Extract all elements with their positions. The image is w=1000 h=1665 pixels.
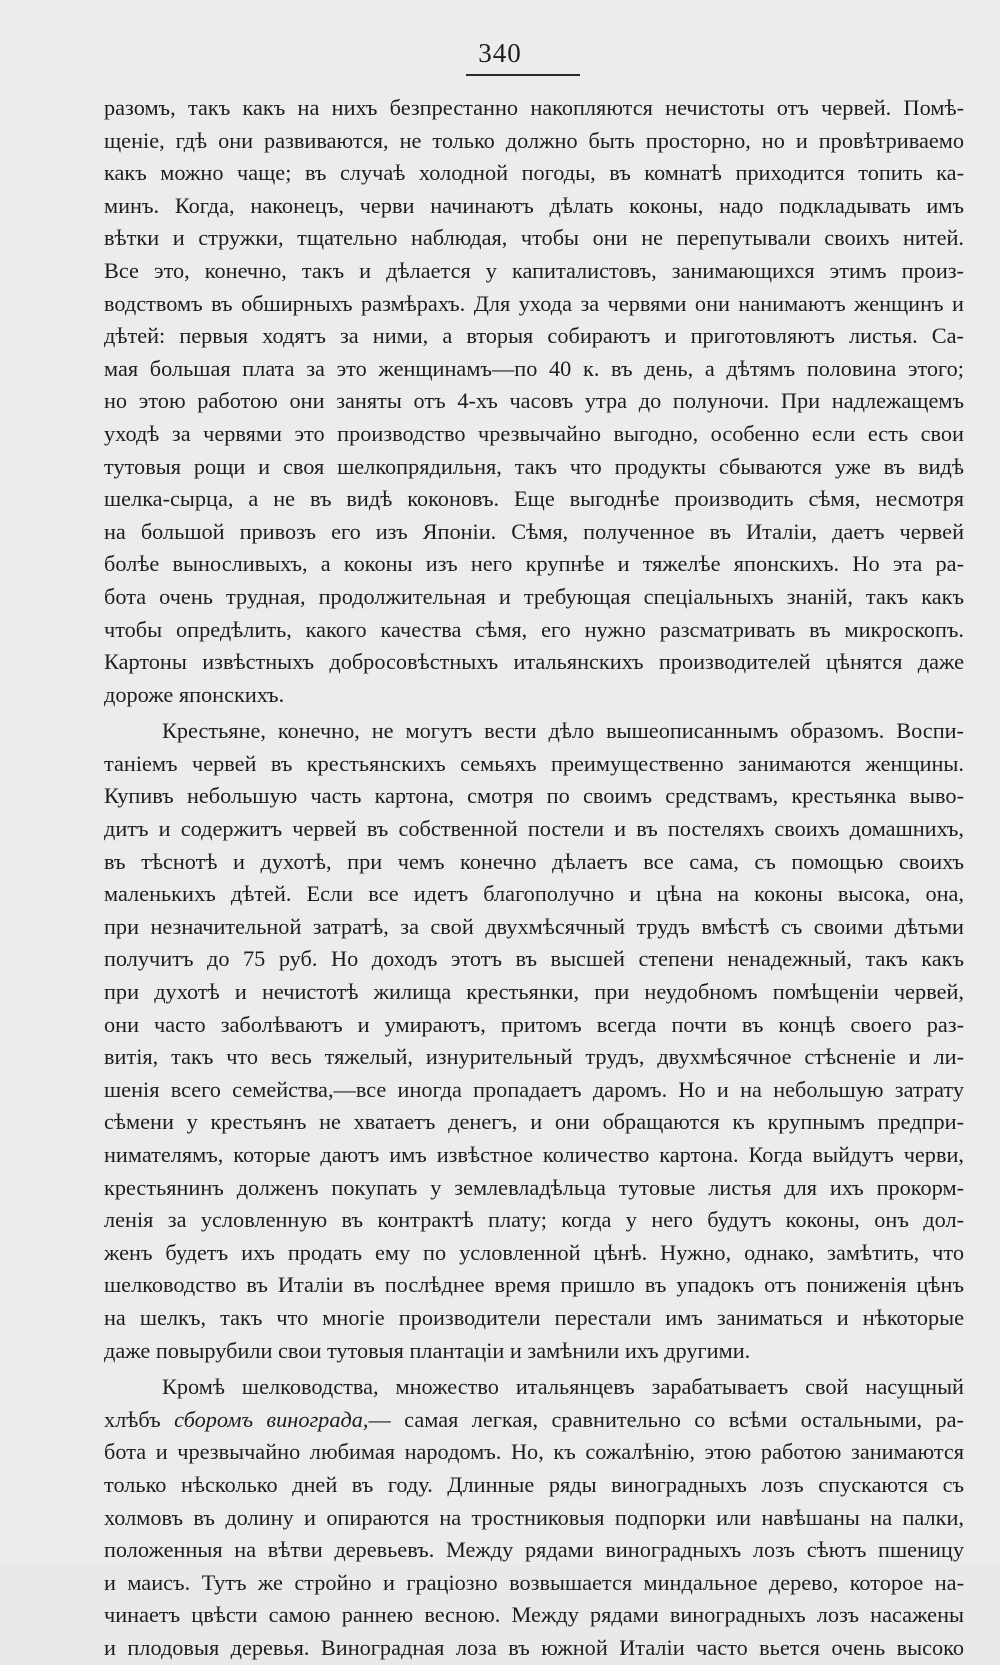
text-line: но этою работою они заняты отъ 4-хъ часовъ утра до полуночи. При надлежащемъ [104, 388, 964, 414]
text-line: ленія за условленную въ контрактѣ плату; когда у него будутъ коконы, онъ дол- [104, 1207, 964, 1233]
text-line: чинаетъ цвѣсти самою раннею весною. Между рядами виноградныхъ лозъ насажены [104, 1602, 964, 1628]
page-number: 340 [478, 38, 522, 68]
text-line: при духотѣ и нечистотѣ жилища крестьянки, при неудобномъ помѣщеніи червей, [104, 979, 964, 1005]
text-line: крестьянинъ долженъ покупать у землевладѣльца тутовые листья для ихъ прокорм- [104, 1174, 964, 1200]
text-line: вѣтки и стружки, тщательно наблюдая, чтобы они не перепутывали своихъ нитей. [104, 225, 964, 251]
text-line: они часто заболѣваютъ и умираютъ, притомъ всегда почти въ концѣ своего раз- [104, 1011, 964, 1037]
text-line: водствомъ въ обширныхъ размѣрахъ. Для ухода за червями они нанимаютъ женщинъ и [104, 290, 964, 316]
text-line: хлѣбъ сборомъ винограда,— самая легкая, сравнительно со всѣми остальными, ра- [104, 1406, 964, 1432]
text-line: нимателямъ, которые даютъ имъ извѣстное количество картона. Когда выйдутъ черви, [104, 1142, 964, 1167]
text-line: холмовъ въ долину и опираются на тростниковыя подпорки или навѣшаны на палки, [104, 1504, 964, 1530]
text-line: витія, такъ что весь тяжелый, изнурительный трудъ, двухмѣсячное стѣсненіе и ли- [104, 1044, 964, 1070]
text-line: женъ будетъ ихъ продать ему по условленной цѣнѣ. Нужно, однако, замѣтить, что [104, 1239, 964, 1265]
text-line: разомъ, такъ какъ на нихъ безпрестанно накопляются нечистоты отъ червей. Помѣ- [104, 95, 964, 120]
text-line: дитъ и содержитъ червей въ собственной постели и въ постеляхъ своихъ домашнихъ, [104, 816, 964, 842]
text-line: болѣе выносливыхъ, а коконы изъ него крупнѣе и тяжелѣе японскихъ. Но эта ра- [104, 551, 964, 577]
text-line: какъ можно чаще; въ случаѣ холодной погоды, въ комнатѣ приходится топить ка- [104, 160, 964, 186]
text-line: бота и чрезвычайно любимая народомъ. Но, къ сожалѣнію, этою работою занимаются [104, 1439, 964, 1465]
text-line: Картоны извѣстныхъ добросовѣстныхъ итальянскихъ производителей цѣнятся даже [104, 649, 964, 675]
page-number-rule [466, 74, 580, 76]
text-line: шенія всего семейства,—все иногда пропадаетъ даромъ. Но и на небольшую затрату [104, 1076, 964, 1102]
text-line: мая большая плата за это женщинамъ—по 40 к. въ день, а дѣтямъ половина этого; [104, 355, 964, 381]
text-line: тутовыя рощи и своя шелкопрядильня, такъ что продукты сбываются уже въ видѣ [104, 453, 964, 479]
text-line: шелководство въ Италіи въ послѣднее время пришло въ упадокъ отъ пониженія цѣнъ [104, 1272, 964, 1298]
text-line: маленькихъ дѣтей. Если все идетъ благополучно и цѣна на коконы высока, она, [104, 881, 964, 907]
text-line: шелка-сырца, а не въ видѣ коконовъ. Еще выгоднѣе производить сѣмя, несмотря [104, 486, 964, 512]
text-line: Кромѣ шелководства, множество итальянцевъ зарабатываетъ свой насущный [162, 1374, 964, 1400]
text-line: Все это, конечно, такъ и дѣлается у капиталистовъ, занимающихся этимъ произ- [104, 257, 964, 283]
paragraph [104, 715, 964, 1367]
text-line: Купивъ небольшую часть картона, смотря по своимъ средствамъ, крестьянка выво- [104, 783, 964, 809]
text-line: дѣтей: первыя ходятъ за ними, а вторыя собираютъ и приготовляютъ листья. Са- [104, 323, 964, 349]
text-line: чтобы опредѣлить, какого качества сѣмя, его нужно разсматривать въ микроскопъ. [104, 616, 964, 642]
text-line: сѣмени у крестьянъ не хватаетъ денегъ, и они обращаются къ крупнымъ предпри- [104, 1109, 964, 1135]
text-line: таніемъ червей въ крестьянскихъ семьяхъ преимущественно занимаются женщины. [104, 750, 964, 776]
text-line: щеніе, гдѣ они развиваются, не только должно быть просторно, но и провѣтриваемо [104, 127, 964, 153]
paragraph [104, 1371, 964, 1664]
text-line: и маисъ. Тутъ же стройно и граціозно возвышается миндальное дерево, которое на- [104, 1569, 964, 1595]
text-line: уходѣ за червями это производство чрезвычайно выгодно, особенно если есть свои [104, 420, 964, 446]
text-line: бота очень трудная, продолжительная и требующая спеціальныхъ знаній, такъ какъ [104, 583, 964, 609]
text-body [104, 92, 964, 1665]
text-line: только нѣсколько дней въ году. Длинные ряды виноградныхъ лозъ спускаются съ [104, 1471, 964, 1497]
text-line: въ тѣснотѣ и духотѣ, при чемъ конечно дѣлаетъ все сама, съ помощью своихъ [104, 848, 964, 874]
text-line: и плодовыя деревья. Виноградная лоза въ южной Италіи часто вьется очень высоко [104, 1634, 964, 1660]
text-line: при незначительной затратѣ, за свой двухмѣсячный трудъ вмѣстѣ съ своими дѣтьми [104, 913, 964, 939]
text-line: на большой привозъ его изъ Японіи. Сѣмя, полученное въ Италіи, даетъ червей [104, 518, 964, 544]
text-line: положенныя на вѣтви деревьевъ. Между рядами виноградныхъ лозъ сѣютъ пшеницу [104, 1537, 964, 1563]
text-line: на шелкъ, такъ что многіе производители перестали имъ заниматься и нѣкоторые [104, 1304, 964, 1330]
text-line: минъ. Когда, наконецъ, черви начинаютъ дѣлать коконы, надо подкладывать имъ [104, 192, 964, 218]
text-line: даже повырубили свои тутовыя плантаціи и замѣнили ихъ другими. [104, 1337, 751, 1363]
text-line: получитъ до 75 руб. Но доходъ этотъ въ высшей степени ненадежный, такъ какъ [104, 946, 964, 972]
paragraph [104, 92, 964, 711]
text-line: Крестьяне, конечно, не могутъ вести дѣло вышеописаннымъ образомъ. Воспи- [162, 718, 964, 744]
text-line: дороже японскихъ. [104, 681, 285, 707]
